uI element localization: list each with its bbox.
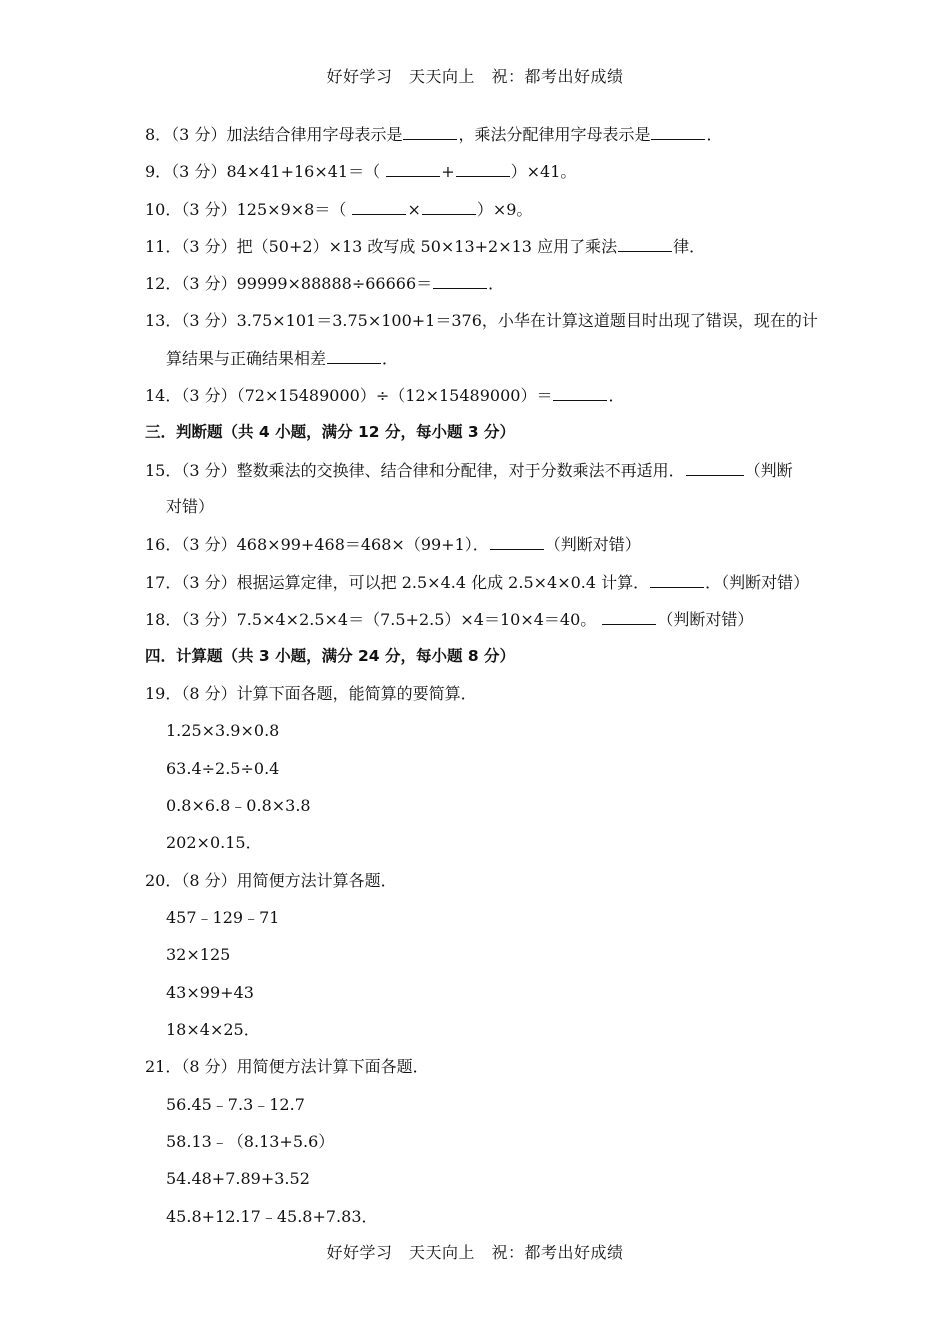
answer-blank [602,608,656,625]
q19-item-2: 63.4÷2.5÷0.4 [166,759,280,778]
q19-item-1: 1.25×3.9×0.8 [166,721,280,740]
question-8: 8．（3 分）加法结合律用字母表示是 ，乘法分配律用字母表示是 ． [145,125,723,144]
answer-blank [456,160,510,177]
page-header: 好好学习 天天向上 祝：都考出好成绩 [326,67,624,86]
question-13-continued: 算结果与正确结果相差 ． [166,349,399,368]
question-17: 17．（3 分）根据运算定律，可以把 2.5×4.4 化成 2.5×4×0.4 计算． ．（判断对错） [145,573,810,592]
page-footer: 好好学习 天天向上 祝：都考出好成绩 [326,1243,624,1262]
q21-item-4: 45.8+12.17﹣45.8+7.83． [166,1207,378,1226]
q20-item-4: 18×4×25． [166,1020,260,1039]
q21-item-3: 54.48+7.89+3.52 [166,1169,310,1188]
q19-item-3: 0.8×6.8﹣0.8×3.8 [166,796,311,815]
q20-item-1: 457﹣129﹣71 [166,908,280,927]
section-heading-3: 三．判断题（共 4 小题，满分 12 分，每小题 3 分） [145,423,516,441]
q20-item-2: 32×125 [166,945,231,964]
question-20: 20．（8 分）用简便方法计算各题． [145,871,397,890]
answer-blank [553,384,607,401]
q20-item-3: 43×99+43 [166,983,254,1002]
answer-blank [433,272,487,289]
question-16: 16．（3 分）468×99+468＝468×（99+1）． （判断对错） [145,535,641,554]
question-13: 13．（3 分）3.75×101＝3.75×100+1＝376，小华在计算这道题目时出现了错误，现在的计 [145,311,818,330]
answer-blank [650,571,704,588]
question-12: 12．（3 分）99999×88888÷66666＝ ． [145,274,505,293]
question-18: 18．（3 分）7.5×4×2.5×4＝（7.5+2.5）×4＝10×4＝40。 （判断对错） [145,610,754,629]
question-10: 10．（3 分）125×9×8＝（ × ）×9。 [145,200,533,219]
q21-item-2: 58.13﹣（8.13+5.6） [166,1132,335,1151]
question-15-continued: 对错） [166,497,215,516]
answer-blank [490,533,544,550]
answer-blank [651,123,705,140]
answer-blank [403,123,457,140]
question-15: 15．（3 分）整数乘法的交换律、结合律和分配律，对于分数乘法不再适用． （判断 [145,461,793,480]
question-14: 14．（3 分）（72×15489000）÷（12×15489000）＝ ． [145,386,625,405]
section-heading-4: 四．计算题（共 3 小题，满分 24 分，每小题 8 分） [145,647,516,665]
answer-blank [386,160,440,177]
q21-item-1: 56.45﹣7.3﹣12.7 [166,1095,305,1114]
answer-blank [352,198,406,215]
q19-item-4: 202×0.15． [166,833,262,852]
question-11: 11．（3 分）把（50+2）×13 改写成 50×13+2×13 应用了乘法 律． [145,237,706,256]
answer-blank [422,198,476,215]
answer-blank [686,459,744,476]
question-19: 19．（8 分）计算下面各题，能简算的要简算． [145,684,477,703]
question-9: 9．（3 分）84×41+16×41＝（ + ）×41。 [145,162,577,181]
question-21: 21．（8 分）用简便方法计算下面各题． [145,1057,429,1076]
answer-blank [618,235,672,252]
answer-blank [327,347,381,364]
